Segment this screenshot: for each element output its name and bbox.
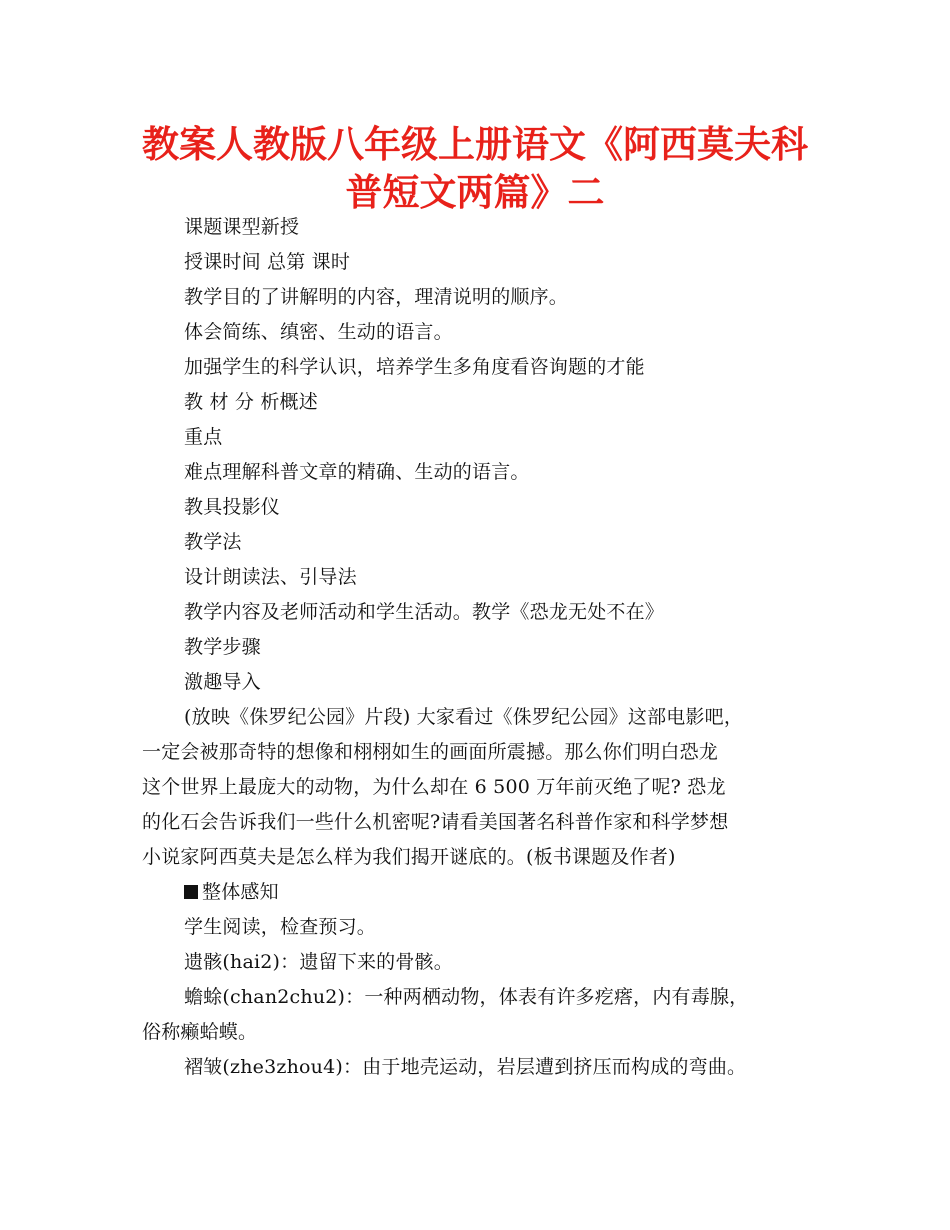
section-heading (142, 875, 822, 910)
line-material-analysis: 教 材 分 析概述 (184, 391, 318, 413)
vocab-toad-line: 俗称癞蛤蟆。 (142, 1021, 258, 1043)
vocab-toad-line: 蟾蜍(chan2chu2)：一种两栖动物，体表有许多疙瘩，内有毒腺， (184, 986, 749, 1008)
document-title-line-2: 普短文两篇》二 (345, 171, 605, 214)
intro-paragraph-line: 一定会被那奇特的想像和栩栩如生的画面所震撼。那么你们明白恐龙 (142, 741, 719, 763)
square-bullet-icon (184, 885, 198, 899)
section-heading-text: 整体感知 (202, 881, 279, 903)
document-body (142, 210, 822, 1085)
line-vocab-remains: 遗骸(hai2)：遗留下来的骨骸。 (184, 951, 453, 973)
intro-paragraph-line: 的化石会告诉我们一些什么机密呢?请看美国著名科普作家和科学梦想 (142, 811, 729, 833)
line-teaching-content: 教学内容及老师活动和学生活动。教学《恐龙无处不在》 (184, 601, 665, 623)
vocab-toad (142, 980, 822, 1050)
line-lesson-time: 授课时间 总第 课时 (184, 251, 351, 273)
line-teaching-steps: 教学步骤 (184, 636, 261, 658)
line-teaching-goal: 教学目的了讲解明的内容，理清说明的顺序。 (184, 286, 569, 308)
intro-paragraph-line: 这个世界上最庞大的动物，为什么却在 6 500 万年前灭绝了呢? 恐龙 (142, 776, 726, 798)
intro-paragraph-line: 小说家阿西莫夫是怎么样为我们揭开谜底的。(板书课题及作者) (142, 846, 676, 868)
line-vocab-fold: 褶皱(zhe3zhou4)：由于地壳运动，岩层遭到挤压而构成的弯曲。 (184, 1056, 747, 1078)
intro-paragraph (142, 700, 822, 875)
line-difficulties: 难点理解科普文章的精确、生动的语言。 (184, 461, 530, 483)
line-key-points: 重点 (184, 426, 223, 448)
line-lesson-type: 课题课型新授 (184, 216, 300, 238)
line-intro-heading: 激趣导入 (184, 671, 261, 693)
line-language-goal: 体会简练、缜密、生动的语言。 (184, 321, 453, 343)
line-teaching-aids: 教具投影仪 (184, 496, 281, 518)
line-student-reading: 学生阅读，检查预习。 (184, 916, 377, 938)
line-teaching-method: 教学法 (184, 531, 242, 553)
intro-paragraph-line: (放映《侏罗纪公园》片段) 大家看过《侏罗纪公园》这部电影吧， (184, 706, 744, 728)
line-design-method: 设计朗读法、引导法 (184, 566, 357, 588)
line-science-goal: 加强学生的科学认识，培养学生多角度看咨询题的才能 (184, 356, 645, 378)
document-title-line-1: 教案人教版八年级上册语文《阿西莫夫科 (142, 123, 808, 166)
